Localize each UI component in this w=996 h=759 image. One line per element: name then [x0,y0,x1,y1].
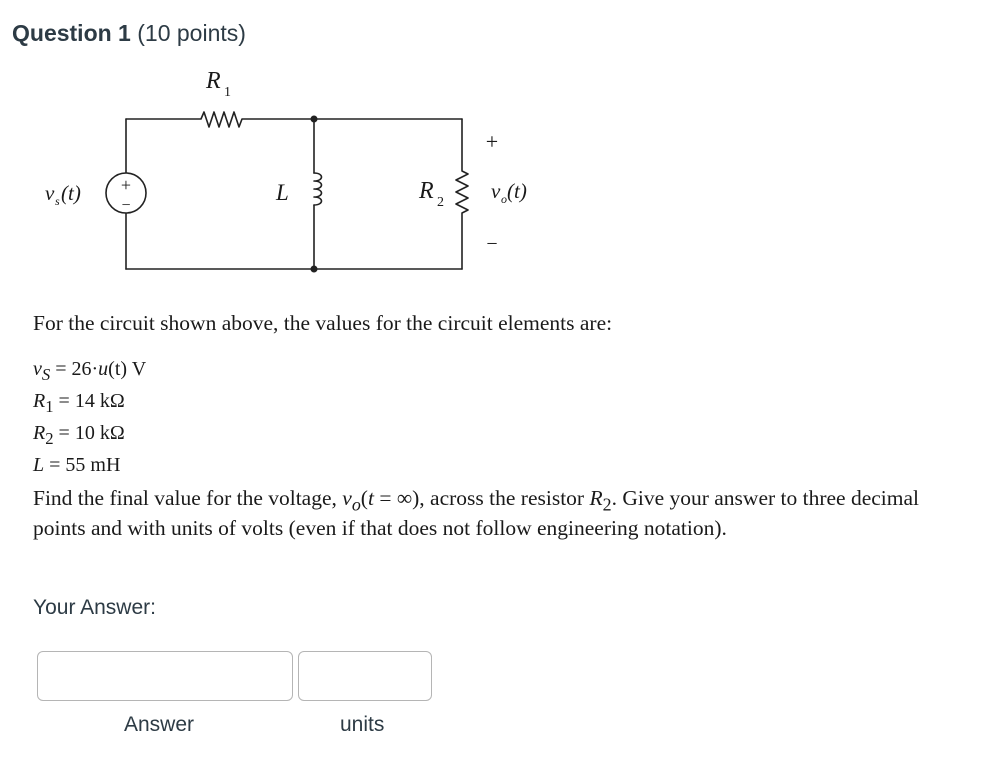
value-r2: $R_2 = 10$ kΩ [33,422,125,448]
answer-field-label: Answer [124,713,195,736]
vo-arg: (t) [507,179,527,203]
r2-resistor [456,119,468,269]
r1-label: R [206,68,221,94]
problem-intro: For the circuit shown above, the values for the circuit elements are: [33,311,613,335]
junction-dot-top [311,116,318,123]
question-title: Question 1 [12,20,131,46]
vo-minus: − [486,233,498,255]
source-plus: + [120,175,132,195]
units-field-label: units [340,713,385,736]
r2-label: R [419,178,434,204]
vo-plus: + [485,129,499,154]
junction-dot-bottom [311,266,318,273]
vo-label: v [491,179,501,203]
r2-subscript: 2 [437,195,444,210]
vs-label: v [45,181,55,205]
answer-input[interactable] [37,651,293,701]
value-r1: $R_1 = 14$ kΩ [33,390,125,416]
value-l: L = 55 mH [33,454,121,476]
question-points: (10 points) [137,20,246,46]
value-vs: $v_S = 26\cdot u(t)$ V [33,358,147,384]
r1-subscript: 1 [224,85,231,100]
inductor-coil [314,173,322,205]
top-wire [126,112,462,127]
source-minus: − [121,197,131,214]
vs-arg: (t) [61,181,81,205]
vo-subscript: o [501,192,507,206]
problem-prompt: Find the final value for the voltage, $v_o(t$ = ∞), across the resistor $R_2$. Give your answer to three decimal points and with units of volts (even if that does not follow engineering notation). [33,486,920,541]
units-input[interactable] [298,651,432,701]
your-answer-label: Your Answer: [33,596,156,619]
vs-subscript: s [55,194,60,208]
circuit-diagram [0,0,996,300]
element-values [33,356,146,478]
l-label: L [276,180,289,205]
